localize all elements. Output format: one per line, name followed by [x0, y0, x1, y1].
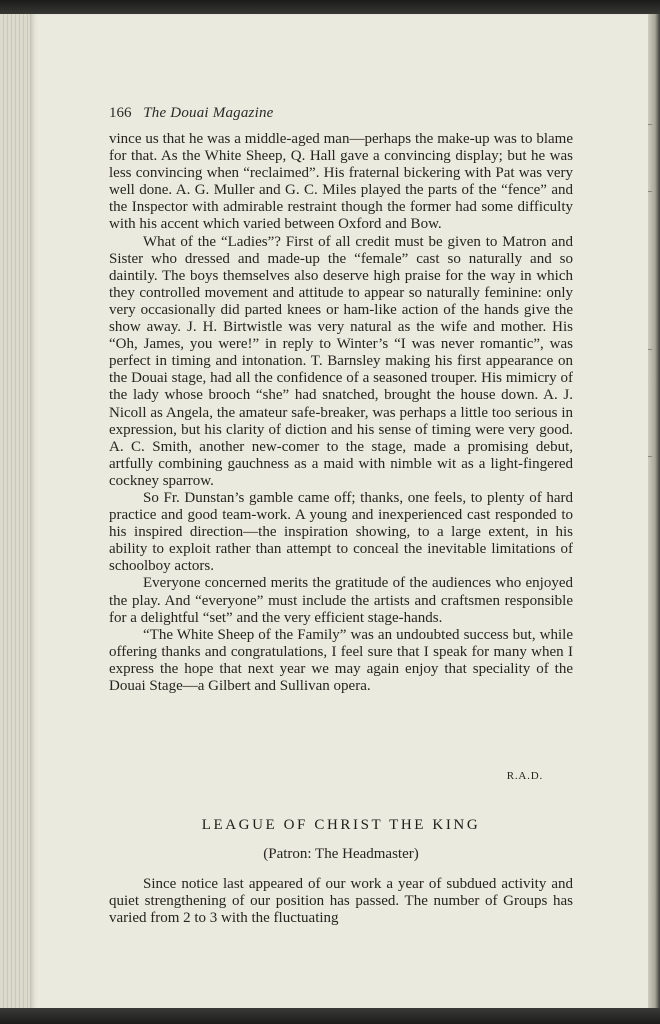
section-heading: LEAGUE OF CHRIST THE KING: [201, 817, 481, 833]
running-head: [109, 104, 569, 122]
margin-mark: [648, 349, 652, 350]
margin-mark: [648, 456, 652, 457]
margin-mark: [648, 191, 652, 192]
body-paragraph: What of the “Ladies”? First of all credit must be given to Matron and Sister who dressed and made-up the “female” cast so naturally and so daintily. The boys themselves also deserve high praise for the way in which they controlled movement and attitude to appear so naturally feminine: only very occasionally did parted knees or ham-like action of the hands give the show away. J. H. Birtwistle was very natural as the wife and mother. His “Oh, James, you were!” in reply to Winter’s “I was never romantic”, was perfect in timing and intonation. T. Barnsley making his first appearance on the Douai stage, had all the confidence of a seasoned trouper. His mimicry of the lady whose brooch “she” had snatched, brought the house down. A. J. Nicoll as Angela, the amateur safe-breaker, was perhaps a little too serious in expression, but his clarity of diction and his sense of timing were very good. A. C. Smith, another new-comer to the stage, made a promising debut, artfully combining gauchness as a maid with nimble wit as a light-fingered cockney sparrow.: [109, 233, 573, 489]
scan-bottom-border: [0, 1008, 660, 1024]
body-paragraph: “The White Sheep of the Family” was an undoubted success but, while offering thanks and congratulations, I feel sure that I speak for many when I express the hope that next year we may again enjoy that speciality of the Douai Stage—a Gilbert and Sullivan opera.: [109, 626, 573, 694]
article-body: [109, 131, 573, 695]
body-paragraph: So Fr. Dunstan’s gamble came off; thanks, one feels, to plenty of hard practice and good team-work. A young and inexperienced cast responded to his inspired direction—the inspiration showing, to a large extent, in his ability to exploit rather than attempt to conceal the inevitable limitations of schoolboy actors.: [109, 489, 573, 575]
page-number: 166: [109, 105, 132, 121]
body-paragraph: vince us that he was a middle-aged man—perhaps the make-up was to blame for that. As the White Sheep, Q. Hall gave a convincing display; but he was less convincing when “reclaimed”. His fraternal bickering with Pat was very well done. A. G. Muller and G. C. Miles played the parts of the “fence” and the Inspector with admirable restraint though the former had some difficulty with his accent which varied between Oxford and Bow.: [109, 131, 573, 233]
section-subheading: (Patron: The Headmaster): [263, 846, 419, 862]
author-initials: R.A.D.: [506, 770, 543, 782]
section-paragraph: Since notice last appeared of our work a year of subdued activity and quiet strengthening of our position has passed. The number of Groups has varied from 2 to 3 with the fluctuating: [109, 876, 573, 927]
page-gutter-edge: [648, 14, 660, 1010]
margin-mark: [648, 124, 652, 125]
publication-title: The Douai Magazine: [143, 105, 274, 121]
section-body: [109, 876, 573, 927]
body-paragraph: Everyone concerned merits the gratitude of the audiences who enjoyed the play. And “everyone” must include the artists and craftsmen responsible for a delightful “set” and the very efficient stage-hands.: [109, 575, 573, 626]
